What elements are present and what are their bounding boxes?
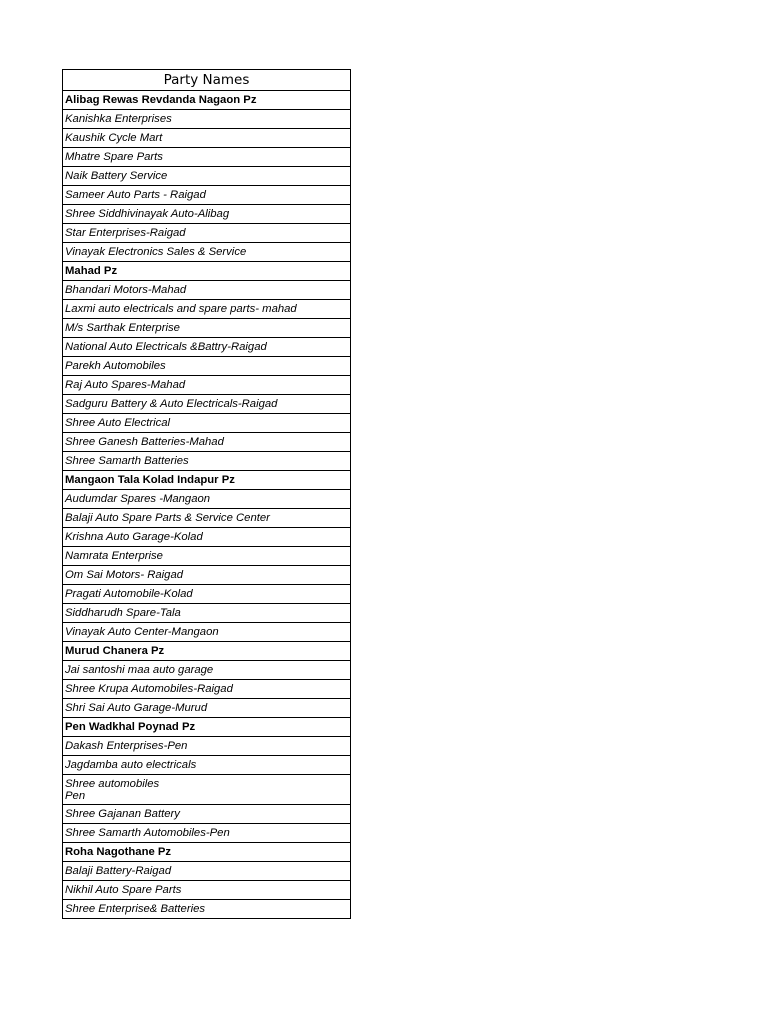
group-row xyxy=(63,91,351,110)
table-row xyxy=(63,300,351,319)
party-name-cell: Vinayak Auto Center-Mangaon xyxy=(63,623,351,642)
party-name-cell: Siddharudh Spare-Tala xyxy=(63,604,351,623)
table-row xyxy=(63,129,351,148)
table-row xyxy=(63,186,351,205)
table-row xyxy=(63,604,351,623)
party-name-cell: Dakash Enterprises-Pen xyxy=(63,737,351,756)
party-name-cell: Jagdamba auto electricals xyxy=(63,756,351,775)
table-row xyxy=(63,224,351,243)
table-row xyxy=(63,805,351,824)
table-row xyxy=(63,775,351,805)
party-name-cell: Nikhil Auto Spare Parts xyxy=(63,881,351,900)
party-name-cell: Shri Sai Auto Garage-Murud xyxy=(63,699,351,718)
party-name-cell: Sadguru Battery & Auto Electricals-Raigad xyxy=(63,395,351,414)
party-name-cell: M/s Sarthak Enterprise xyxy=(63,319,351,338)
table-row xyxy=(63,490,351,509)
party-name-cell: Vinayak Electronics Sales & Service xyxy=(63,243,351,262)
party-name-cell: Mhatre Spare Parts xyxy=(63,148,351,167)
party-name-cell: Balaji Auto Spare Parts & Service Center xyxy=(63,509,351,528)
table-row xyxy=(63,528,351,547)
party-name-cell: Pragati Automobile-Kolad xyxy=(63,585,351,604)
group-row xyxy=(63,642,351,661)
table-header-row xyxy=(63,70,351,91)
party-name-cell: Shree Siddhivinayak Auto-Alibag xyxy=(63,205,351,224)
party-name-cell: Bhandari Motors-Mahad xyxy=(63,281,351,300)
party-name-cell: Shree Krupa Automobiles-Raigad xyxy=(63,680,351,699)
table-row xyxy=(63,737,351,756)
party-name-cell: Shree Ganesh Batteries-Mahad xyxy=(63,433,351,452)
party-name-cell: Sameer Auto Parts - Raigad xyxy=(63,186,351,205)
table-row xyxy=(63,509,351,528)
party-names-table xyxy=(62,69,351,919)
table-row xyxy=(63,414,351,433)
party-name-cell: Parekh Automobiles xyxy=(63,357,351,376)
table-row xyxy=(63,110,351,129)
party-name-cell: Jai santoshi maa auto garage xyxy=(63,661,351,680)
table-row xyxy=(63,824,351,843)
party-name-cell: Krishna Auto Garage-Kolad xyxy=(63,528,351,547)
table-row xyxy=(63,680,351,699)
table-row xyxy=(63,281,351,300)
party-name-cell: Raj Auto Spares-Mahad xyxy=(63,376,351,395)
party-name-cell: Balaji Battery-Raigad xyxy=(63,862,351,881)
table-row xyxy=(63,900,351,919)
party-name-cell: Kanishka Enterprises xyxy=(63,110,351,129)
group-name-cell: Mahad Pz xyxy=(63,262,351,281)
table-row xyxy=(63,756,351,775)
table-row xyxy=(63,205,351,224)
group-name-cell: Alibag Rewas Revdanda Nagaon Pz xyxy=(63,91,351,110)
table-row xyxy=(63,547,351,566)
group-name-cell: Pen Wadkhal Poynad Pz xyxy=(63,718,351,737)
table-row xyxy=(63,862,351,881)
table-row xyxy=(63,319,351,338)
table-row xyxy=(63,452,351,471)
column-header-party-names: Party Names xyxy=(63,70,351,91)
group-row xyxy=(63,718,351,737)
table-row xyxy=(63,338,351,357)
party-name-cell: Shree Samarth Batteries xyxy=(63,452,351,471)
table-body xyxy=(63,91,351,919)
group-name-cell: Mangaon Tala Kolad Indapur Pz xyxy=(63,471,351,490)
party-name-cell: Shree automobiles Pen xyxy=(63,775,351,805)
table-row xyxy=(63,881,351,900)
group-row xyxy=(63,262,351,281)
table-row xyxy=(63,243,351,262)
table-row xyxy=(63,376,351,395)
table-row xyxy=(63,148,351,167)
table-row xyxy=(63,661,351,680)
group-row xyxy=(63,843,351,862)
table-row xyxy=(63,433,351,452)
table-row xyxy=(63,699,351,718)
party-name-cell: Shree Auto Electrical xyxy=(63,414,351,433)
party-name-cell: Namrata Enterprise xyxy=(63,547,351,566)
party-name-cell: Shree Samarth Automobiles-Pen xyxy=(63,824,351,843)
group-name-cell: Murud Chanera Pz xyxy=(63,642,351,661)
table-row xyxy=(63,623,351,642)
party-name-cell: Kaushik Cycle Mart xyxy=(63,129,351,148)
table-row xyxy=(63,585,351,604)
party-name-cell: Shree Gajanan Battery xyxy=(63,805,351,824)
party-name-cell: Om Sai Motors- Raigad xyxy=(63,566,351,585)
table-row xyxy=(63,395,351,414)
table-row xyxy=(63,566,351,585)
party-name-cell: Laxmi auto electricals and spare parts- mahad xyxy=(63,300,351,319)
party-name-cell: National Auto Electricals &Battry-Raigad xyxy=(63,338,351,357)
group-row xyxy=(63,471,351,490)
party-name-cell: Naik Battery Service xyxy=(63,167,351,186)
party-name-cell: Audumdar Spares -Mangaon xyxy=(63,490,351,509)
table-row xyxy=(63,357,351,376)
party-name-cell: Shree Enterprise& Batteries xyxy=(63,900,351,919)
table-row xyxy=(63,167,351,186)
party-name-cell: Star Enterprises-Raigad xyxy=(63,224,351,243)
group-name-cell: Roha Nagothane Pz xyxy=(63,843,351,862)
